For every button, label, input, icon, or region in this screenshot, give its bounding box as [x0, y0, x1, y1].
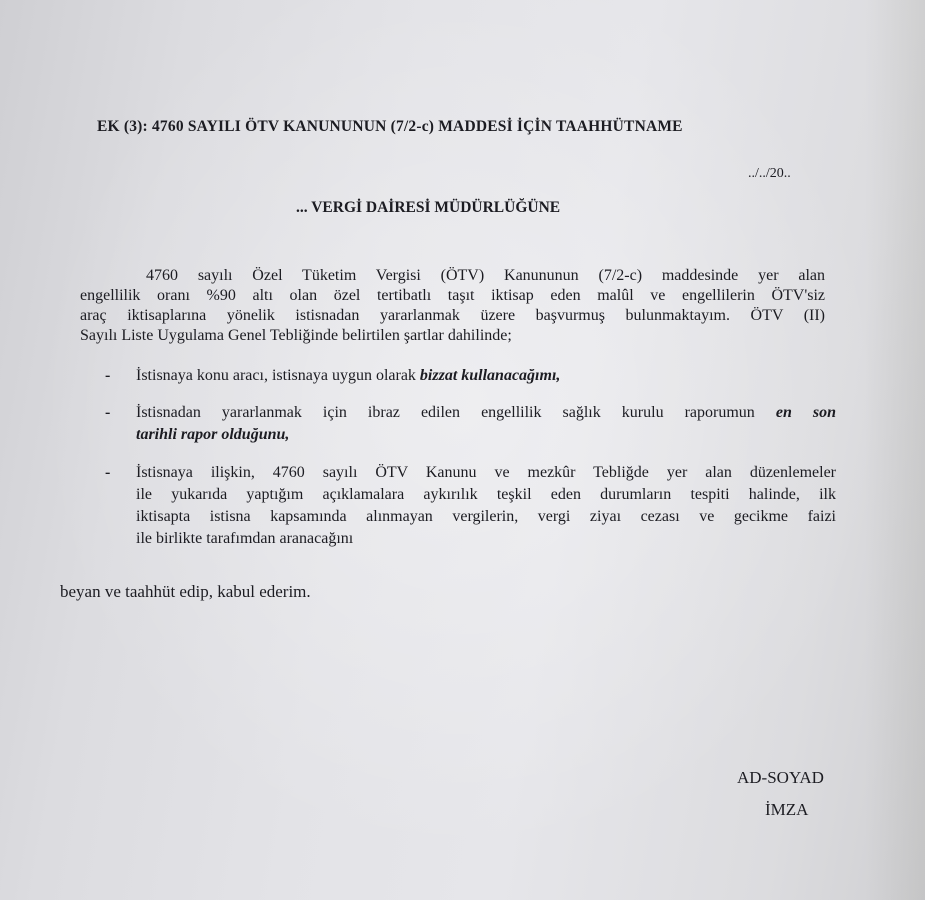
list-item-line: iktisapta istisna kapsamında alınmayan vergilerin, vergi ziyaı cezası ve gecikme faizi: [136, 508, 836, 525]
emphasis-text: en son: [775, 404, 837, 421]
list-item: [105, 365, 845, 387]
bullet-dash: -: [105, 404, 111, 421]
bullet-dash: -: [105, 464, 111, 481]
date-placeholder: ../../20..: [748, 166, 791, 181]
signature-name-label: AD-SOYAD: [737, 768, 824, 787]
list-item-line: [136, 365, 845, 387]
paragraph-line: Sayılı Liste Uygulama Genel Tebliğinde belirtilen şartlar dahilinde;: [80, 327, 512, 344]
closing-statement: beyan ve taahhüt edip, kabul ederim.: [60, 582, 311, 601]
emphasis-text: tarihli rapor olduğunu,: [136, 426, 290, 443]
intro-paragraph: [80, 266, 825, 346]
bullet-dash: -: [105, 367, 111, 384]
commitment-list: [105, 365, 845, 565]
list-item-line: ile yukarıda yaptığım açıklamalara aykırılık teşkil eden durumların tespiti halinde, ilk: [136, 486, 836, 503]
list-item: [105, 462, 845, 550]
paragraph-line: araç iktisaplarına yönelik istisnadan yararlanmak üzere başvurmuş bulunmaktayım. ÖTV (II): [80, 307, 825, 324]
document-title: EK (3): 4760 SAYILI ÖTV KANUNUNUN (7/2-c) MADDESİ İÇİN TAAHHÜTNAME: [97, 118, 683, 135]
list-item-text: İstisnaya konu aracı, istisnaya uygun olarak: [136, 367, 420, 384]
signature-label: İMZA: [765, 800, 809, 819]
addressee-heading: ... VERGİ DAİRESİ MÜDÜRLÜĞÜNE: [296, 199, 561, 216]
list-item: [105, 402, 845, 446]
page-shadow: [865, 0, 925, 900]
list-item-line: [136, 424, 845, 446]
paragraph-line: 4760 sayılı Özel Tüketim Vergisi (ÖTV) Kanununun (7/2-c) maddesinde yer alan: [146, 267, 825, 284]
list-item-line: İstisnaya ilişkin, 4760 sayılı ÖTV Kanunu ve mezkûr Tebliğde yer alan düzenlemeler: [136, 464, 836, 481]
emphasis-text: bizzat kullanacağımı,: [419, 367, 561, 384]
list-item-line: [136, 402, 836, 424]
paragraph-line: engellilik oranı %90 altı olan özel tertibatlı taşıt iktisap eden malûl ve engellilerin ÖTV'siz: [80, 287, 825, 304]
list-item-line: ile birlikte tarafımdan aranacağını: [136, 530, 354, 547]
list-item-text: İstisnadan yararlanmak için ibraz edilen engellilik sağlık kurulu raporumun: [136, 404, 776, 421]
